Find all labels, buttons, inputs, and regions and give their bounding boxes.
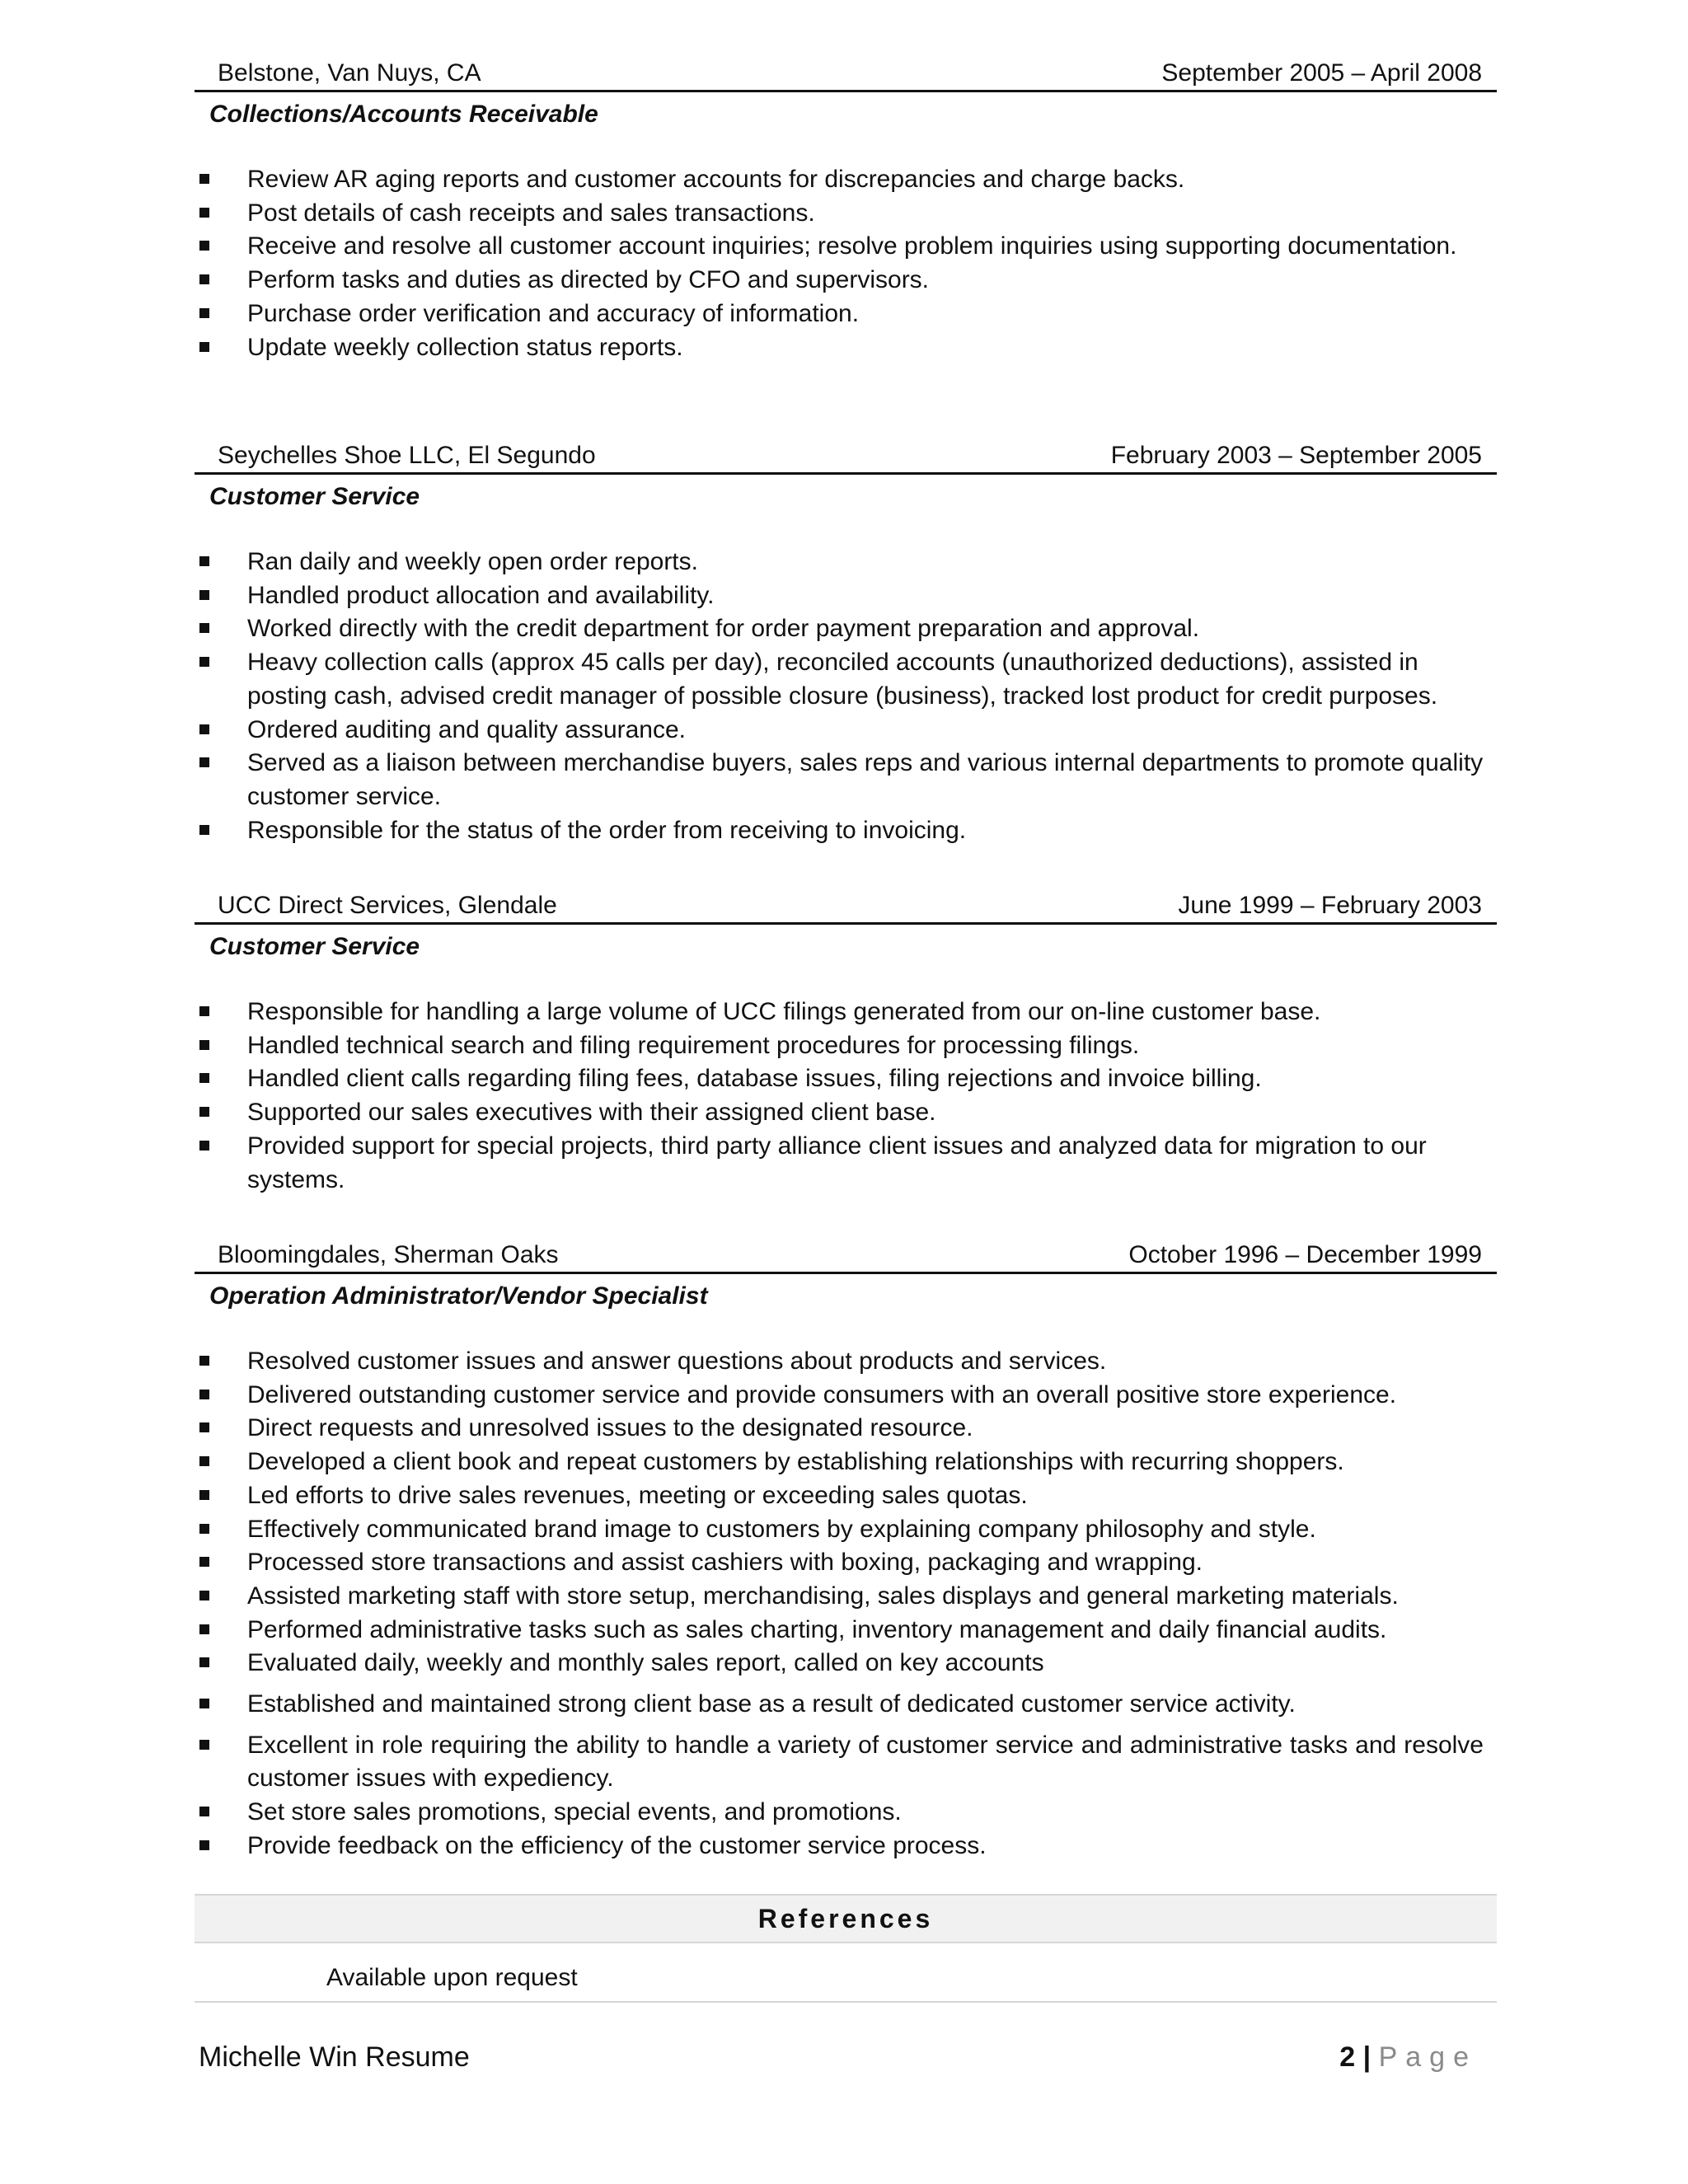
job-section [195, 442, 1497, 847]
bullet-icon [199, 1490, 209, 1500]
bullet-icon [199, 757, 209, 767]
list-item: Delivered outstanding customer service and provide consumers with an overall positive store experience. [195, 1379, 1484, 1413]
employment-dates: September 2005 – April 2008 [1161, 59, 1482, 87]
list-item: Update weekly collection status reports. [195, 331, 1484, 365]
job-header [195, 892, 1497, 925]
list-item: Resolved customer issues and answer questions about products and services. [195, 1345, 1484, 1379]
references-heading: References [757, 1903, 934, 1933]
job-section [195, 59, 1497, 364]
list-item: Purchase order verification and accuracy of information. [195, 298, 1484, 331]
list-item: Perform tasks and duties as directed by CFO and supervisors. [195, 264, 1484, 298]
references-text: Available upon request [326, 1964, 578, 1991]
employment-dates: February 2003 – September 2005 [1110, 442, 1482, 469]
list-item: Served as a liaison between merchandise buyers, sales reps and various internal departments to promote quality customer service. [195, 747, 1484, 813]
references-heading-band [195, 1894, 1497, 1943]
employer: Seychelles Shoe LLC, El Segundo [218, 442, 596, 469]
list-item: Handled technical search and filing requirement procedures for processing filings. [195, 1029, 1484, 1063]
bullet-icon [199, 274, 209, 284]
bullet-list [195, 163, 1497, 364]
bullet-icon [199, 1040, 209, 1050]
bullet-list [195, 996, 1497, 1197]
list-item: Responsible for the status of the order from receiving to invoicing. [195, 814, 1484, 848]
employment-dates: October 1996 – December 1999 [1128, 1241, 1482, 1268]
list-item: Handled client calls regarding filing fees, database issues, filing rejections and invoice billing. [195, 1062, 1484, 1096]
bullet-icon [199, 1657, 209, 1667]
bullet-icon [199, 1390, 209, 1399]
list-item: Evaluated daily, weekly and monthly sales report, called on key accounts [195, 1647, 1484, 1680]
list-item: Established and maintained strong client base as a result of dedicated customer service activity. [195, 1688, 1484, 1722]
list-item: Provided support for special projects, third party alliance client issues and analyzed data for migration to our systems. [195, 1130, 1484, 1197]
employer: Bloomingdales, Sherman Oaks [218, 1241, 559, 1268]
bullet-icon [199, 241, 209, 251]
bullet-icon [199, 1699, 209, 1708]
list-item: Post details of cash receipts and sales transactions. [195, 197, 1484, 231]
bullet-icon [199, 1356, 209, 1366]
job-header [195, 59, 1497, 92]
list-item: Supported our sales executives with their assigned client base. [195, 1096, 1484, 1130]
list-item: Heavy collection calls (approx 45 calls per day), reconciled accounts (unauthorized deductions), assisted in posting cash, advised credit manager of possible closure (business), tracked lost product for credit purposes. [195, 646, 1484, 713]
job-title: Collections/Accounts Receivable [209, 101, 598, 128]
page-number: 2 [1339, 2041, 1356, 2073]
bullet-icon [199, 825, 209, 835]
bullet-icon [199, 1624, 209, 1634]
job-title: Operation Administrator/Vendor Specialist [209, 1282, 708, 1310]
page-separator: | [1362, 2041, 1372, 2073]
bullet-icon [199, 1422, 209, 1432]
footer-document-name: Michelle Win Resume [199, 2041, 470, 2073]
list-item: Excellent in role requiring the ability to handle a variety of customer service and administrative tasks and resolve customer issues with expediency. [195, 1729, 1484, 1796]
bullet-icon [199, 623, 209, 633]
bullet-icon [199, 556, 209, 566]
job-title: Customer Service [209, 483, 420, 510]
list-item: Direct requests and unresolved issues to the designated resource. [195, 1412, 1484, 1446]
employer: UCC Direct Services, Glendale [218, 892, 557, 919]
job-section [195, 1241, 1497, 1863]
bullet-icon [199, 1456, 209, 1466]
list-item: Responsible for handling a large volume of UCC filings generated from our on-line customer base. [195, 996, 1484, 1029]
list-item: Handled product allocation and availability. [195, 579, 1484, 613]
bullet-icon [199, 657, 209, 667]
bullet-icon [199, 174, 209, 184]
bullet-icon [199, 342, 209, 352]
list-item: Assisted marketing staff with store setup, merchandising, sales displays and general marketing materials. [195, 1580, 1484, 1614]
bullet-icon [199, 1591, 209, 1601]
bullet-icon [199, 1840, 209, 1850]
bullet-icon [199, 1107, 209, 1117]
bullet-icon [199, 1006, 209, 1016]
divider [195, 2001, 1497, 2003]
footer-page-number [1339, 2039, 1477, 2075]
list-item: Effectively communicated brand image to customers by explaining company philosophy and style. [195, 1513, 1484, 1547]
bullet-icon [199, 590, 209, 600]
bullet-icon [199, 724, 209, 734]
employment-dates: June 1999 – February 2003 [1178, 892, 1482, 919]
list-item: Processed store transactions and assist cashiers with boxing, packaging and wrapping. [195, 1546, 1484, 1580]
bullet-icon [199, 1557, 209, 1567]
bullet-icon [199, 1141, 209, 1151]
list-item: Review AR aging reports and customer accounts for discrepancies and charge backs. [195, 163, 1484, 197]
list-item: Ordered auditing and quality assurance. [195, 714, 1484, 748]
bullet-icon [199, 1524, 209, 1534]
list-item: Led efforts to drive sales revenues, meeting or exceeding sales quotas. [195, 1479, 1484, 1513]
bullet-icon [199, 308, 209, 318]
job-header [195, 1241, 1497, 1274]
bullet-list [195, 1345, 1497, 1863]
list-item: Ran daily and weekly open order reports. [195, 546, 1484, 579]
job-header [195, 442, 1497, 475]
bullet-icon [199, 1073, 209, 1083]
list-item: Receive and resolve all customer account inquiries; resolve problem inquiries using supporting documentation. [195, 230, 1484, 264]
bullet-list [195, 546, 1497, 847]
job-title: Customer Service [209, 933, 420, 960]
list-item: Worked directly with the credit department for order payment preparation and approval. [195, 612, 1484, 646]
job-section [195, 892, 1497, 1197]
list-item: Performed administrative tasks such as sales charting, inventory management and daily financial audits. [195, 1614, 1484, 1647]
list-item: Provide feedback on the efficiency of the customer service process. [195, 1830, 1484, 1863]
list-item: Set store sales promotions, special events, and promotions. [195, 1796, 1484, 1830]
bullet-icon [199, 208, 209, 218]
list-item: Developed a client book and repeat customers by establishing relationships with recurring shoppers. [195, 1446, 1484, 1479]
bullet-icon [199, 1740, 209, 1750]
employer: Belstone, Van Nuys, CA [218, 59, 481, 87]
bullet-icon [199, 1807, 209, 1816]
page-label: Page [1378, 2041, 1477, 2073]
